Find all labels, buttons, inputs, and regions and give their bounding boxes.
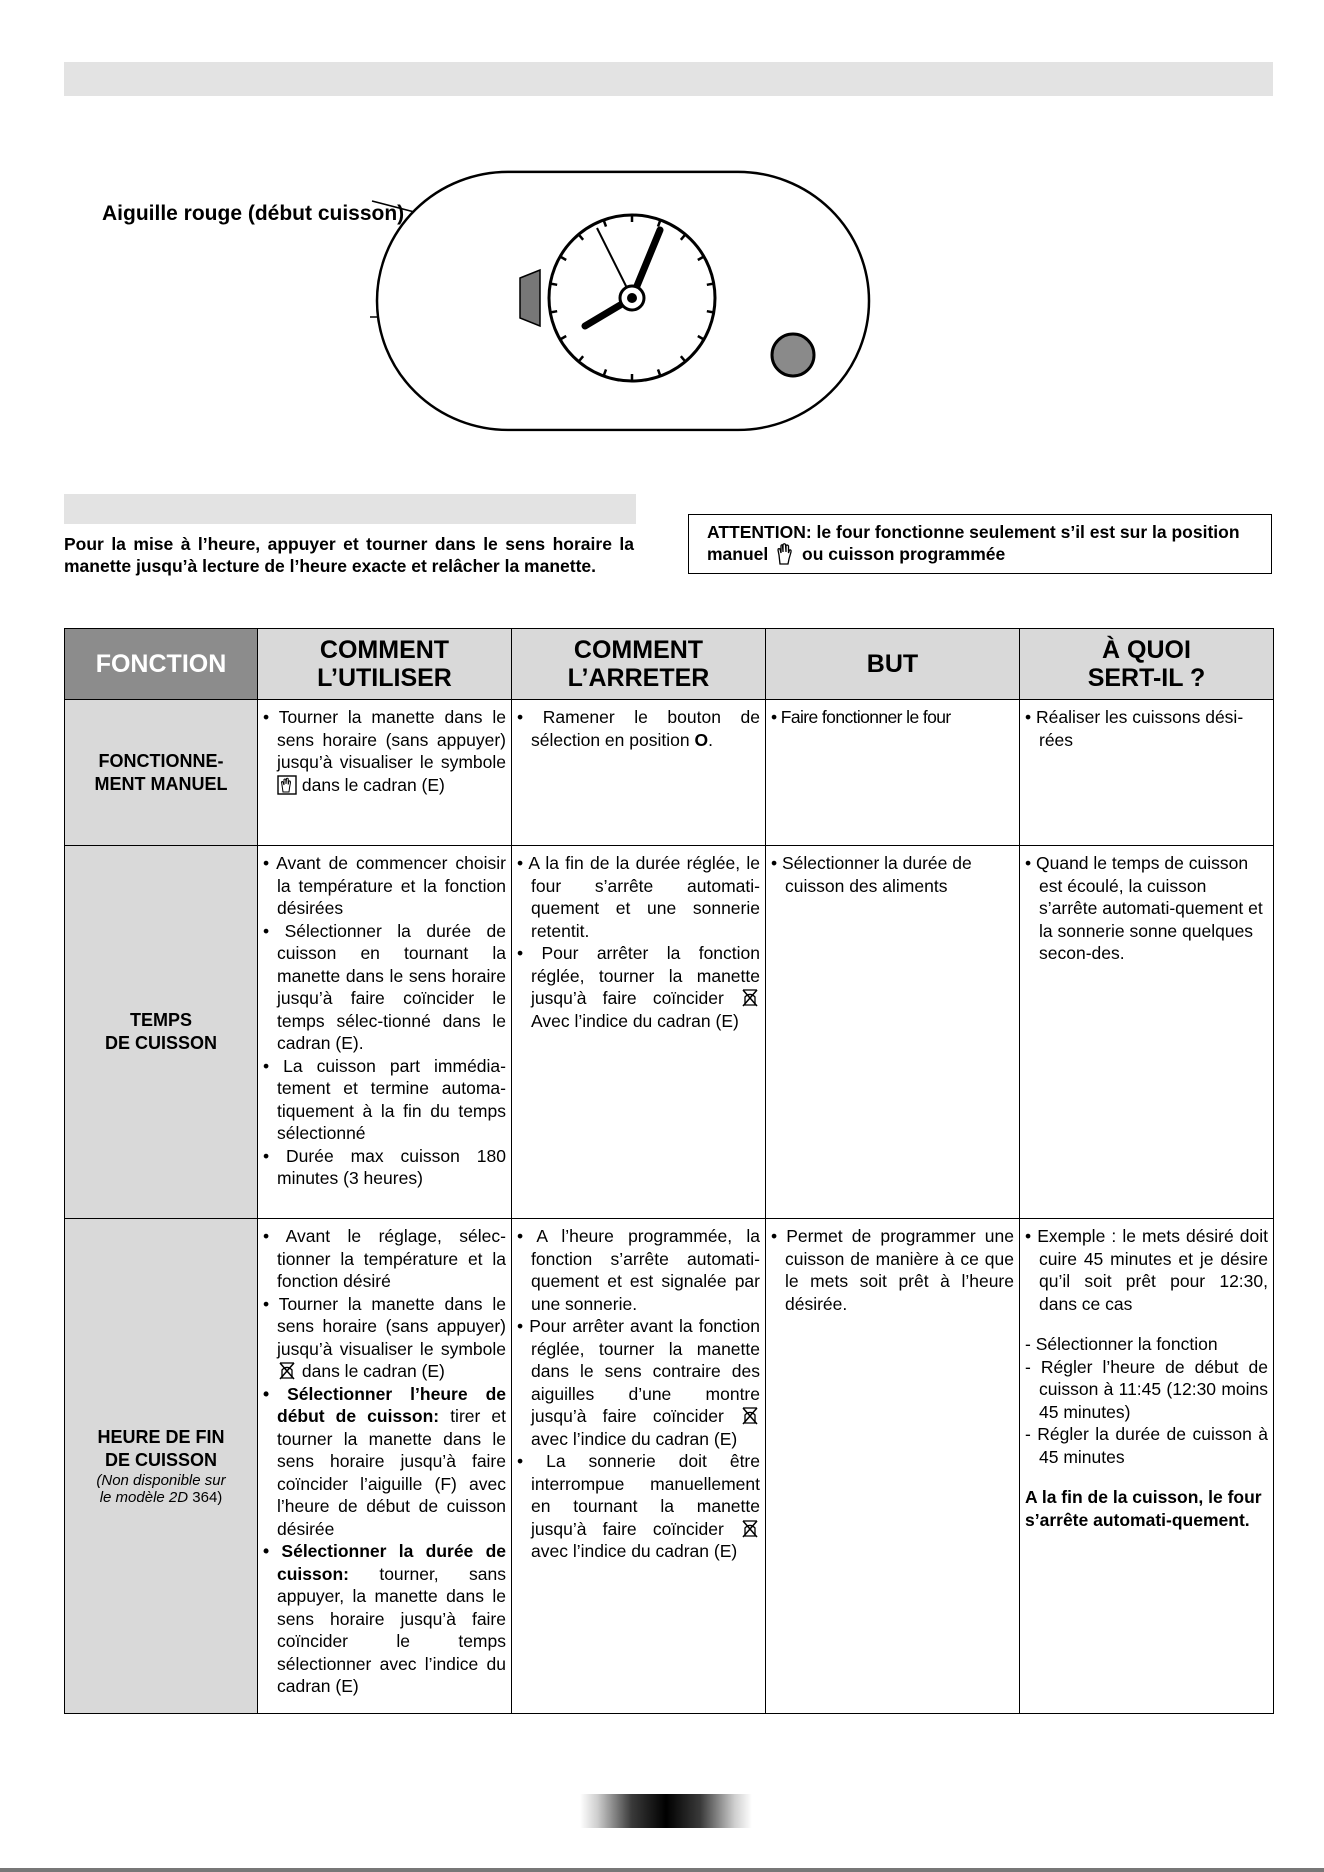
header-a-quoi: À QUOI SERT-IL ? [1020, 629, 1274, 700]
fonction-note: (Non disponible sur le modèle 2D 364) [96, 1472, 226, 1506]
attention-box [688, 514, 1272, 574]
but-cell: • Permet de programmer une cuisson de manière à ce que le mets soit prêt à l’heure désirée. [766, 1219, 1020, 1714]
intro-paragraph: Pour la mise à l’heure, appuyer et tourner dans le sens horaire la manette jusqu’à lecture de l’heure exacte et relâcher la manette. [64, 534, 634, 576]
fonction-cell: HEURE DE FIN DE CUISSON (Non disponible sur le modèle 2D 364) [65, 1219, 258, 1714]
utiliser-cell: • Avant de commencer choisir la température et la fonction désirées • Sélectionner la durée de cuisson en tournant la manette dans le sens horaire jusqu’à faire coïncider le temps sélec-tionné dans le cadran (E). • La cuisson part immédia-tement et termine automa-tiquement à la fin du temps sélectionné • Durée max cuisson 180 minutes (3 heures) [258, 846, 512, 1219]
table-row [65, 700, 1274, 846]
quoi-cell: • Quand le temps de cuisson est écoulé, la cuisson s’arrête automati-quement et la sonnerie sonne quelques secon-des. [1020, 846, 1274, 1219]
red-needle-label: Aiguille rouge (début cuisson) [102, 202, 405, 225]
conclusion-text: A la fin de la cuisson, le four s’arrête automati-quement. [1025, 1487, 1262, 1530]
dial-tick [549, 311, 557, 312]
attention-text-after: ou cuisson programmée [802, 544, 1006, 564]
section-header-bar [64, 62, 1273, 96]
dial-tick [549, 283, 557, 284]
dial-tick [707, 311, 715, 312]
header-fonction: FONCTION [65, 629, 258, 700]
stop-symbol-icon [277, 1361, 297, 1381]
but-cell: • Faire fonctionner le four [766, 700, 1020, 846]
bottom-rule [0, 1868, 1324, 1872]
header-comment-arreter: COMMENT L’ARRETER [512, 629, 766, 700]
timer-dial-diagram [360, 168, 880, 438]
stop-symbol-icon [740, 1519, 760, 1539]
hand-icon [775, 543, 795, 565]
table-row [65, 1219, 1274, 1714]
arreter-cell: • A l’heure programmée, la fonction s’arrête automati-quement et est signalée par une sonnerie. • Pour arrêter avant la fonction réglée, tourner la manette dans le sens contraire des aiguilles d’une montre jusqu’à faire coïncider avec l’indice du cadran (E) • La sonnerie doit être interrompue manuellement en tournant la manette jusqu’à faire coïncider avec l’indice du cadran (E) [512, 1219, 766, 1714]
attention-text-before: le four fonctionne seulement s’il est sur la position manuel [707, 522, 1240, 564]
stop-symbol-icon [740, 1406, 760, 1426]
table-header-row [65, 629, 1274, 700]
header-but: BUT [766, 629, 1020, 700]
utiliser-cell: • Avant le réglage, sélec-tionner la température et la fonction désiré • Tourner la manette dans le sens horaire (sans appuyer) jusqu’à visualiser le symbole dans le cadran (E) • Sélectionner l’heure de début de cuisson: tirer et tourner la manette dans le sens horaire jusqu’à faire coïncider l’aiguille (F) avec l’heure de début de cuisson désirée • Sélectionner la durée de cuisson: tourner, sans appuyer, la manette dans le sens horaire jusqu’à faire coïncider le temps sélectionner avec l’indice du cadran (E) [258, 1219, 512, 1714]
manual-hand-symbol-icon [277, 775, 297, 795]
page-number-bar [580, 1794, 752, 1828]
utiliser-cell: • Tourner la manette dans le sens horaire (sans appuyer) jusqu’à visualiser le symbole dans le cadran (E) [258, 700, 512, 846]
function-table [64, 628, 1274, 1714]
stop-symbol-icon [740, 988, 760, 1008]
dial-tick [707, 283, 715, 284]
header-comment-utiliser: COMMENT L’UTILISER [258, 629, 512, 700]
fonction-cell: FONCTIONNE- MENT MANUEL [65, 700, 258, 846]
arreter-cell: • A la fin de la durée réglée, le four s’arrête automati-quement et une sonnerie retentit. • Pour arrêter la fonction réglée, tourner la manette jusqu’à faire coïncider Avec l’indice du cadran (E) [512, 846, 766, 1219]
table-row [65, 846, 1274, 1219]
quoi-cell: • Réaliser les cuissons dési-rées [1020, 700, 1274, 846]
subsection-header-bar [64, 494, 636, 524]
attention-label: ATTENTION: [707, 522, 812, 542]
arreter-cell: • Ramener le bouton de sélection en position O. [512, 700, 766, 846]
but-cell: • Sélectionner la durée de cuisson des aliments [766, 846, 1020, 1219]
fonction-cell: TEMPS DE CUISSON [65, 846, 258, 1219]
quoi-cell: • Exemple : le mets désiré doit cuire 45 minutes et je désire qu’il soit prêt pour 12:30, dans ce cas - Sélectionner la fonction - Régler l’heure de début de cuisson à 11:45 (12:30 moins 45 minutes) - Régler la durée de cuisson à 45 minutes A la fin de la cuisson, le four s’arrête automati-quement. [1020, 1219, 1274, 1714]
